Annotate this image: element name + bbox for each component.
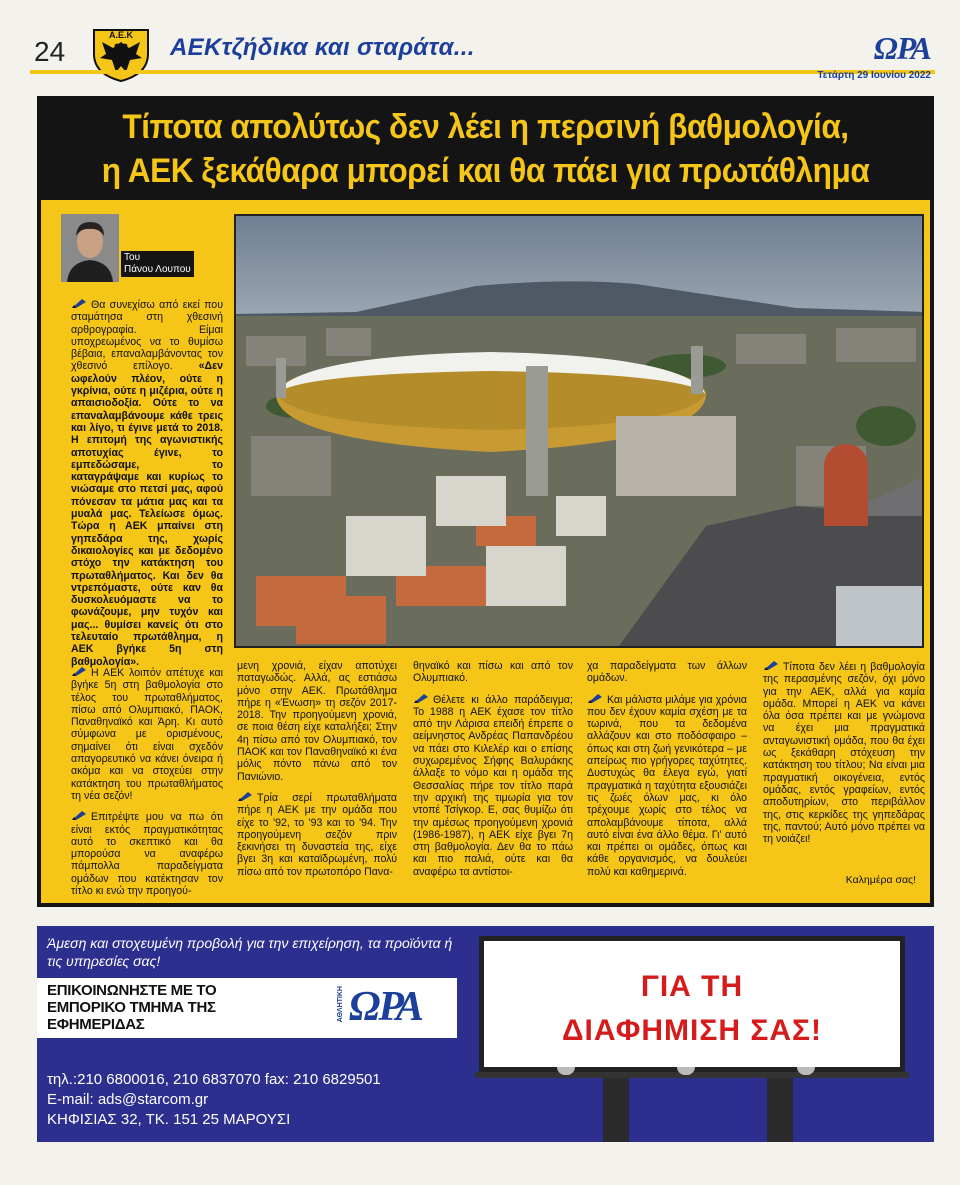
page-header: [30, 22, 935, 84]
paragraph-text: χα παραδείγματα των άλλων ομάδων.: [587, 660, 747, 685]
billboard-line-2: ΔΙΑΦΗΜΙΣΗ ΣΑΣ!: [561, 1014, 823, 1047]
article-body: [37, 200, 934, 907]
page-number: 24: [34, 36, 66, 67]
billboard-message: [484, 965, 900, 1053]
article-column-2: [237, 660, 397, 881]
article-signoff: Καλημέρα σας!: [845, 874, 916, 886]
article-column-3: [413, 660, 573, 881]
paragraph: [71, 810, 223, 897]
stadium-aerial-photo: [234, 214, 924, 648]
paragraph: [763, 660, 925, 845]
paragraph-text: Τρία σερί πρωταθλήματα πήρε η ΑΕΚ με την ομάδα που είχε το '92, το '93 και το '94. Την προηγούμενη σεζόν πριν ξεκινήσει τη δυναστεία της, είχε βγει 3η και καταϊδρωμένη, πολύ πίσω από τον πρωτοπόρο Πανα-: [237, 791, 397, 878]
paragraph: [71, 298, 223, 668]
paragraph-text: Θέλετε κι άλλο παράδειγμα; Το 1988 η ΑΕΚ έχασε τον τίτλο από την Λάρισα επειδή έπρεπε ο αείμνηστος Ανδρέας Παπανδρέου να πάει στο Κιλελέρ και ο επίσης συχωρεμένος Σήφης Βαλυράκης άλλαξε το νόμο και η ομάδα της Θεσσαλίας πήρε τον τίτλο παρά την αρχική της τιμωρία για τον ντοπέ Τσίγκορ. Ε, σας θυμίζω ότι την αμέσως προηγούμενη χρονιά (1986-1987), η ΑΕΚ είχε βγει 7η στη βαθμολογία. Δεν θα το πάω και πιο παλιά, ούτε και θα αναφέρω τα αντίστοι-: [413, 693, 573, 878]
headline-line-1: Τίποτα απολύτως δεν λέει η περσινή βαθμολογία,: [122, 108, 849, 146]
paragraph: [71, 666, 223, 802]
ad-phone: τηλ.:210 6800016, 210 6837070 fax: 210 6829501: [47, 1071, 381, 1088]
logo-text: Α.Ε.Κ: [108, 30, 134, 40]
paragraph-text: μενη χρονιά, είχαν αποτύχει παταγωδώς. Αλλά, ας εστιάσω μόνο στην ΑΕΚ. Πρωτάθλημα πήρε η «Ένωση» τη σεζόν 2017-2018. Την προηγούμενη χρονιά, σε ποια θέση είχε καταλήξει; Στην 4η πίσω από τον Ολυμπιακό, τον ΠΑΟΚ και τον Παναθηναϊκό κι ένα μόλις πόντο πάνω από τον Πανιώνιο.: [237, 660, 397, 783]
pen-bullet-icon: [237, 791, 253, 802]
paragraph-text: Θα συνεχίσω από εκεί που σταμάτησα στη χθεσινή αρθρογραφία. Είμαι υποχρεωμένος να το θυμίσω βέβαια, επαναλαμβάνοντας τον χθεσινό επίλογο.: [71, 299, 223, 373]
billboard-post: [603, 1078, 629, 1142]
paragraph: [237, 791, 397, 878]
ad-brand-logo: ΩΡΑ: [349, 984, 422, 1030]
billboard-line-1: ΓΙΑ ΤΗ: [640, 970, 744, 1003]
author-name: Πάνου Λουπου: [124, 264, 191, 275]
author-photo: [61, 214, 119, 282]
paragraph-text: Και μάλιστα μιλάμε για χρόνια που δεν έχουν καμία σχέση με τα τωρινά, που τα δεδομένα αλλάζουν και στο ποδόσφαιρο – όπως και στη ζωή γενικότερα – με απείρως πιο γρήγορες ταχύτητες. Δυστυχώς θα έλεγα εγώ, γιατί πραγματικά η ταχύτητα εξουσιάζει τις ζωές όλων μας, κι όλο τρέχουμε χωρίς στο τέλος να απολαμβάνουμε τίποτα, αλλά αυτό είναι ένα άλλο θέμα. Γι' αυτό και πρέπει οι ομάδες, όπως και κάθε οργανισμός, να δουλεύει πολύ και καθημερινά.: [587, 693, 747, 878]
paragraph-quote: «Δεν ωφελούν πλέον, ούτε η γκρίνια, ούτε η μιζέρια, ούτε η απαισιοδοξία. Ούτε το να επαναλαμβάνουμε κάθε τρεις και λίγο, τι έγινε μετά το 2018. Η επιτομή της αγωνιστικής αποτυχίας έγινε, το εμπεδώσαμε, το καταγράψαμε και κυρίως το νιώσαμε στο πετσί μας, αφού πόνεσαν τα μάτια μας και τα μυαλά μας. Τελείωσε όμως. Τώρα η ΑΕΚ μπαίνει στη γηπεδάρα της, χωρίς δικαιολογίες και με δεδομένο στόχο την κατάκτηση του πρωταθλήματος. Και δεν θα ντρεπόμαστε, ούτε καν θα δυσκολευόμαστε να το φωνάζουμε, μην τυχόν και μας... θυμίσει κανείς ότι στο τελευταίο πρωτάθλημα, η ΑΕΚ βγήκε 5η στη βαθμολογία».: [71, 360, 223, 668]
ad-call-to-action: ΕΠΙΚΟΙΝΩΝΗΣΤΕ ΜΕ ΤΟ ΕΜΠΟΡΙΚΟ ΤΜΗΜΑ ΤΗΣ ΕΦΗΜΕΡΙΔΑΣ: [47, 982, 217, 1033]
ad-contact-details: [47, 1070, 477, 1130]
headline: [37, 96, 934, 200]
ad-address: ΚΗΦΙΣΙΑΣ 32, ΤΚ. 151 25 ΜΑΡΟΥΣΙ: [47, 1111, 291, 1128]
pen-bullet-icon: [71, 298, 87, 309]
article-column-1: [71, 298, 223, 671]
author-portrait-icon: [61, 214, 119, 282]
paragraph-text: Η ΑΕΚ λοιπόν απέτυχε και βγήκε 5η στη βαθμολογία στο τέλος του πρωταθλήματος, πίσω από Ολυμπιακό, ΠΑΟΚ, Παναθηναϊκό και Άρη. Κι αυτό σύμφωνα με ορισμένους, σημαίνει ότι είναι σχεδόν απαγορευτικό να κάνει όνειρα ή ακόμα και να στοχεύει στην κατάκτηση του πρωταθλήματος τη νέα σεζόν!: [71, 667, 223, 802]
ad-intro-text: Άμεση και στοχευμένη προβολή για την επιχείρηση, τα προϊόντα ή τις υπηρεσίες σας!: [47, 935, 453, 969]
pen-bullet-icon: [587, 693, 603, 704]
headline-line-2: η ΑΕΚ ξεκάθαρα μπορεί και θα πάει για πρωτάθλημα: [101, 152, 870, 190]
paragraph: [587, 660, 747, 685]
paragraph: [413, 660, 573, 685]
section-title: ΑΕΚτζήδικα και σταράτα...: [170, 34, 475, 61]
pen-bullet-icon: [71, 666, 87, 677]
article-column-4: [587, 660, 747, 881]
billboard-post: [767, 1078, 793, 1142]
paragraph-text: Τίποτα δεν λέει η βαθμολογία της περασμένης σεζόν, όχι μόνο για την ΑΕΚ, αλλά για καμία ομάδα. Μπορεί η ΑΕΚ να κάνει όλα όσα πρέπει και με γνώμονα να έχει μια πραγματικά ανταγωνιστική ομάδα, που θα έχει ως ξεκάθαρη στόχευση την κατάκτηση του τίτλου; Να είναι μια πραγματική οικογένεια, εντός ομάδας, εντός γραφείων, εντός αποδυτηρίων, στο περιβάλλον της, στις κερκίδες της γηπεδάρας της, παντού; Αυτό μόνο πρέπει να τη νοιάζει!: [763, 661, 925, 846]
ad-brand-tagline: ΑΘΛΗΤΙΚΗ: [337, 986, 344, 1023]
paragraph: [413, 693, 573, 878]
pen-bullet-icon: [71, 810, 87, 821]
author-prefix: Του: [124, 252, 141, 263]
author-byline: [121, 251, 194, 277]
pen-bullet-icon: [763, 660, 779, 671]
article-column-5: [763, 660, 925, 848]
ad-email: E-mail: ads@starcom.gr: [47, 1091, 209, 1108]
publication-date: Τετάρτη 29 Ιουνίου 2022: [817, 70, 931, 81]
advertisement-banner: [37, 926, 934, 1142]
paragraph: [237, 660, 397, 783]
header-rule: [30, 70, 935, 74]
stadium-photo-illustration: [236, 216, 924, 648]
newspaper-brand: ΩΡΑ: [873, 30, 931, 66]
ad-contact-box: [37, 978, 457, 1038]
paragraph: [587, 693, 747, 878]
article-column-1-bottom: [71, 666, 223, 900]
pen-bullet-icon: [413, 693, 429, 704]
paragraph-text: θηναϊκό και πίσω και από τον Ολυμπιακό.: [413, 660, 573, 685]
paragraph-text: Επιτρέψτε μου να πω ότι είναι εκτός πραγματικότητας αυτό το σκεπτικό και θα μπορούσα να αναφέρω πάμπολλα παραδείγματα ομάδων που κατέκτησαν τον τίτλο κι ενώ την προηγού-: [71, 811, 223, 898]
billboard: [479, 936, 905, 1072]
